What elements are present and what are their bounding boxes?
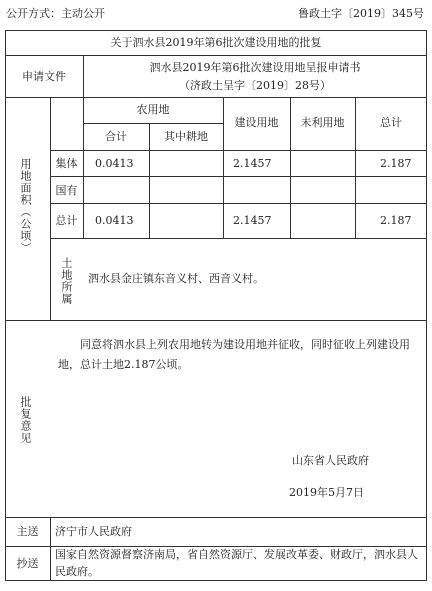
application-label: 申请文件: [22, 70, 66, 83]
approval-date: 2019年5月7日: [289, 486, 364, 499]
cc-label: 抄送: [16, 557, 39, 570]
application-line2: （济政土呈字〔2019〕28号）: [179, 79, 331, 92]
ownership-label: 土地所属: [60, 257, 73, 305]
document-title: 关于泗水县2019年第6批次建设用地的批复: [110, 36, 322, 49]
agri-subtotal-header: 合计: [105, 130, 127, 143]
disclosure-method: 公开方式：主动公开: [6, 7, 105, 20]
collective-total: 2.187: [380, 157, 412, 170]
agri-land-header: 农用地: [136, 103, 170, 116]
row-label-state-owned: 国有: [55, 184, 78, 197]
grand-total: 2.187: [380, 214, 412, 227]
area-label: 用地面积（公顷）: [19, 158, 32, 254]
collective-construction: 2.1457: [233, 157, 272, 170]
unused-header: 未利用地: [300, 116, 345, 129]
total-agri-total: 0.0413: [95, 214, 134, 227]
approval-signer: 山东省人民政府: [292, 454, 369, 467]
row-label-total: 总计: [55, 214, 78, 227]
farmland-header: 其中耕地: [164, 130, 208, 143]
ownership-value: 泗水县金庄镇东音义村、西音义村。: [88, 272, 264, 285]
approval-text: 同意将泗水县上列农用地转为建设用地并征收，同时征收上列建设用地，总计土地2.187公顷。: [58, 338, 410, 371]
application-line1: 泗水县2019年第6批次建设用地呈报申请书: [149, 61, 361, 74]
construction-header: 建设用地: [234, 116, 279, 129]
main-recipient-label: 主送: [16, 525, 39, 538]
document-number: 鲁政土字〔2019〕345号: [298, 7, 424, 20]
collective-agri-total: 0.0413: [95, 157, 134, 170]
total-header: 总计: [380, 116, 402, 129]
row-label-collective: 集体: [55, 157, 78, 170]
approval-label: 批复意见: [19, 396, 32, 444]
total-construction: 2.1457: [233, 214, 272, 227]
main-recipient-value: 济宁市人民政府: [55, 525, 132, 538]
cc-value: 国家自然资源督察济南局，省自然资源厅、发展改革委、财政厅，泗水县人民政府。: [55, 548, 418, 578]
